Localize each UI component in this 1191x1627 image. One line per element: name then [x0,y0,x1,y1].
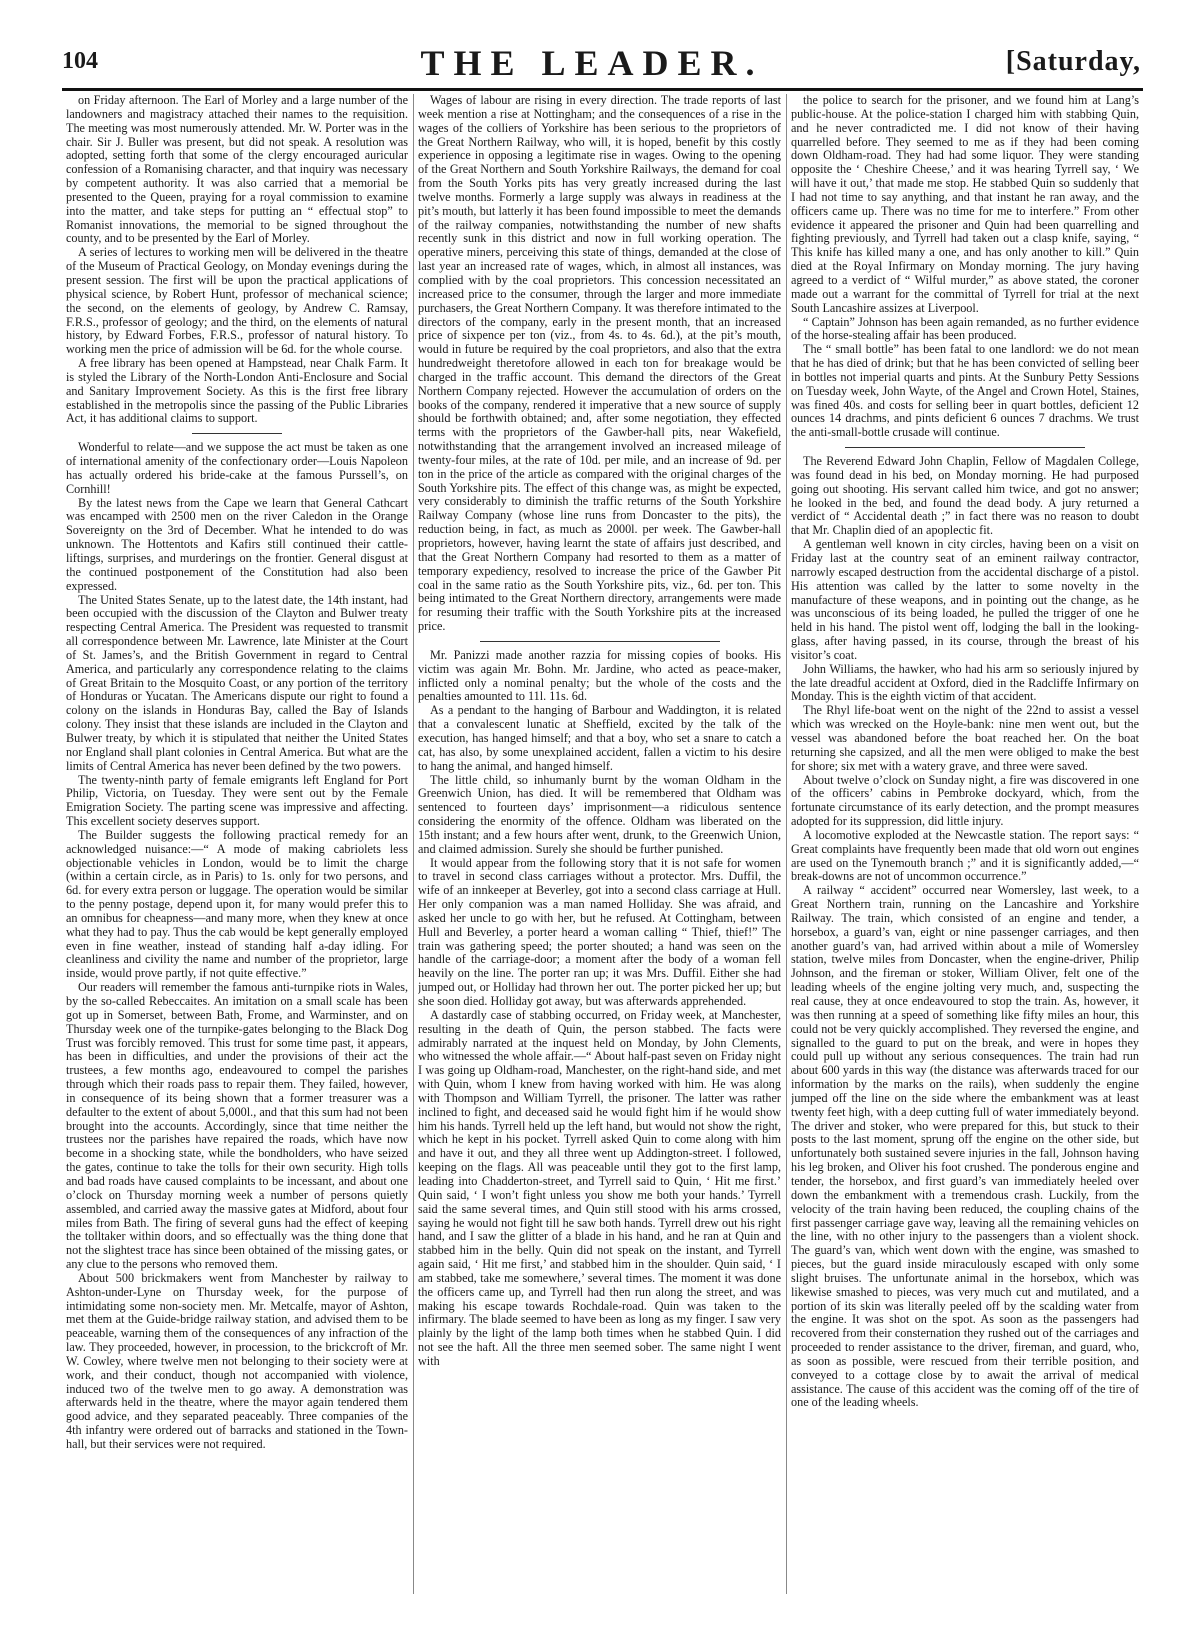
article-paragraph: A railway “ accident” occurred near Womersley, last week, to a Great Northern train, running on the Lancashire and Yorkshire Railway. The train, which consisted of an engine and tender, a horsebox, a guard’s van, eight or nine passenger carriages, and then another guard’s van, had arrived within about a mile of Womersley station, twelve miles from Doncaster, when the engine-driver, Philip Johnson, and the fireman or stoker, William Oliver, felt one of the leading wheels of the engine jolting very much, and, suspecting the real cause, they at once endeavoured to stop the train. As, however, it was then running at a speed of something like fifty miles an hour, this could not be very quickly accomplished. They reversed the engine, and signalled to the guard to put on the break, and were in hopes they could pull up without any serious consequences. The train had run about 600 yards in this way (the distance was afterwards traced for our information by the marks on the rails), when suddenly the engine jumped off the line on the side where the embankment was at least twenty feet high, with a deep cutting full of water immediately beyond. The driver and stoker, who were prepared for this, but stuck to their posts to the last moment, sprung off the engine on the other side, but unfortunately both sustained severe injuries in the fall, Johnson having his leg broken, and Oliver his foot crushed. The ponderous engine and tender, the horsebox, and first guard’s van immediately heeled over down the embankment with a tremendous crash. Luckily, from the velocity of the train having been reduced, the coupling chains of the first passenger carriage gave way, leaving all the remaining vehicles on the line, with no other injury to the passengers than a violent shock. The guard’s van, which went down with the engine, was smashed to pieces, but the guard inside miraculously escaped with only some slight bruises. The unfortunate animal in the horsebox, which was likewise smashed to pieces, was very much cut and mutilated, and a portion of its skin was literally peeled off by the scalding water from the engine. It was shot on the spot. As soon as the passengers had recovered from their consternation they rushed out of the carriages and proceeded to render assistance to the driver, fireman, and guard, who, as soon as possible, were rescued from their terrible position, and conveyed to a cottage close by to await the arrival of medical assistance. The cause of this accident was the coming off of the tire of one of the leading wheels. [791,883,1139,1410]
article-paragraph: A gentleman well known in city circles, having been on a visit on Friday last at the country seat of an eminent railway contractor, narrowly escaped destruction from the accidental discharge of a pistol. His attention was called by the latter to some novelty in the manufacture of these weapons, and in pointing out the change, as he was unconscious of its being loaded, he pulled the trigger of one he held in his hand. The pistol went off, lodging the ball in the looking-glass, after having passed, in its course, through the breast of his visitor’s coat. [791,537,1139,662]
article-paragraph: A locomotive exploded at the Newcastle station. The report says: “ Great complaints have frequently been made that old worn out engines are used on the Tynemouth branch ;” and it is significantly added,—“ break-downs are not of uncommon occurrence.” [791,827,1139,884]
article-paragraph: “ Captain” Johnson has been again remanded, as no further evidence of the horse-stealing affair has been produced. [791,314,1139,343]
article-paragraph: A series of lectures to working men will be delivered in the theatre of the Museum of Practical Geology, on Monday evenings during the present session. The first will be upon the practical applications of physical science, by Robert Hunt, professor of mechanical science; the second, on the elements of geology, by Andrew C. Ramsay, F.R.S., professor of geology; and the third, on the elements of natural history, by Edward Forbes, F.R.S., professor of natural history. To working men the price of admission will be 6d. for the whole course. [66,245,408,357]
article-divider [480,641,720,642]
article-paragraph: Wages of labour are rising in every direction. The trade reports of last week mention a rise at Nottingham; and the consequences of a rise in the wages of the colliers of Yorkshire has been serious to the proprietors of the Great Northern Railway, who will, it is hoped, benefit by this costly experience in opposing a legitimate rise in wages. Owing to the opening of the Great Northern and South Yorkshire Railways, the demand for coal from the South Yorks pits has very greatly increased during the last twelve months. Formerly a large supply was always in readiness at the pit’s mouth, but latterly it has been found impossible to meet the demands of the railway companies, notwithstanding the number of new shafts recently sunk in this district and now in full working operation. The operative miners, perceiving this state of things, demanded at the close of last year an increased rate of wages, which, in almost all instances, was complied with by the coal proprietors. This concession necessitated an increased price to the consumer, through the larger and more immediate purchasers, the Great Northern Company. It was therefore intimated to the directors of the company, early in the present month, that an increased price of sixpence per ton (viz., from 4s. to 4s. 6d.), at the pit’s mouth, would in future be required by the coal proprietors, and also that the extra hundredweight theretofore allowed in each ton for breakage would be charged in the traffic account. This demand the directors of the Great Northern Company rejected. However the accumulation of orders on the books of the company, rendered it imperative that a new source of supply should be forthwith obtained; and, after some negotiation, they effected terms with the proprietors of the Gawber-hall pits, near Wakefield, notwithstanding that the arrangement involved an increased mileage of twenty-four miles, at the rate of 10d. per mile, and an increase of 9d. per ton in the price of the article as compared with the original charges of the South Yorkshire pits. The effect of this change was, as might be expected, very considerably to diminish the traffic returns of the South Yorkshire Railway Company (whose line runs from Doncaster to the pits), the reduction being, in fact, as much as 2000l. per week. The Gawber-hall proprietors, however, having learnt the state of affairs just described, and that the Great Northern Company had resorted to them as a matter of temporary expediency, resolved to increase the price of the Gawber Pit coal in the same ratio as the South Yorkshire pits, viz., 6d. per ton. This being intimated to the Great Northern directory, arrangements were made for resuming their traffic with the South Yorkshire pits at the increased price. [418,94,781,634]
article-divider [192,433,282,434]
article-paragraph: Our readers will remember the famous anti-turnpike riots in Wales, by the so-called Rebeccaites. An imitation on a small scale has been got up in Somerset, between Bath, Frome, and Warminster, and on Thursday week one of the turnpike-gates belonging to the Black Dog Trust was forcibly removed. This trust for some time past, it appears, has been in difficulties, and under the provisions of their act the trustees, a few months ago, endeavoured to compel the parishes through which their roads pass to repair them. They failed, however, in consequence of its being shown that a former treasurer was a defaulter to the extent of about 5,000l., and that this sum had not been brought into the accounts. Accordingly, since that time neither the trustees nor the parishes have repaired the roads, which have now become in a shocking state, while the bondholders, who have seized the gates, continue to take the tolls for their own security. High tolls and bad roads have caused complaints to be incessant, and about one o’clock on Thursday morning week a number of persons quietly assembled, and carried away the massive gates at Midford, about four miles from Bath. The firing of several guns had the effect of keeping the tolltaker within doors, and so effectually was the thing done that not the slightest trace has since been obtained of the missing gates, or any clue to the persons who removed them. [66,980,408,1272]
article-paragraph: The Rhyl life-boat went on the night of the 22nd to assist a vessel which was wrecked on the Hoyle-bank: nine men went out, but the vessel was abandoned before the boat reached her. On the boat returning she capsized, and all the men were obliged to make the best for shore; six met with a watery grave, and three were saved. [791,703,1139,773]
article-paragraph: The United States Senate, up to the latest date, the 14th instant, had been occupied with the discussion of the Clayton and Bulwer treaty respecting Central America. The President was requested to transmit all correspondence between Mr. Lawrence, late Minister at the Court of St. James’s, and the British Government in regard to Central America, and particularly any correspondence relating to the claims of Great Britain to the Mosquito Coast, or any portion of the territory of Honduras or Yucatan. The Americans dispute our right to found a colony on the islands in Honduras Bay, called the Bay of Islands colony. They insist that these islands are included in the Clayton and Bulwer treaty, by which it is stipulated that neither the United States nor England shall plant colonies in Central America. But what are the limits of Central America has never been defined by the two powers. [66,592,408,773]
article-paragraph: A free library has been opened at Hampstead, near Chalk Farm. It is styled the Library of the North-London Anti-Enclosure and Social and Sanitary Improvement Society. As this is the first free library established in the metropolis since the passing of the Public Libraries Act, it has additional claims to support. [66,356,408,426]
article-paragraph: As a pendant to the hanging of Barbour and Waddington, it is related that a convalescent lunatic at Sheffield, excited by the talk of the execution, has hanged himself; and that a boy, who set a snare to catch a cat, has also, by some unexplained accident, fallen a victim to his desire to hang the animal, and hanged himself. [418,703,781,773]
column-2 [418,94,781,1594]
column-separator [786,94,787,1594]
column-separator [413,94,414,1594]
article-paragraph: The “ small bottle” has been fatal to one landlord: we do not mean that he has died of drink; but that he has been convicted of selling beer in bottles not imperial quarts and pints. At the Sunbury Petty Sessions on Tuesday week, John Wayte, of the Angel and Crown Hotel, Staines, was fined 40s. and costs for selling beer in quart bottles, deficient 12 ounces 14 drachms, and pints deficient 6 ounces 7 drachms. We trust the anti-small-bottle crusade will continue. [791,342,1139,440]
article-paragraph: Mr. Panizzi made another razzia for missing copies of books. His victim was again Mr. Bohn. Mr. Jardine, who acted as peace-maker, inflicted only a nominal penalty; but the whole of the costs and the penalties amounted to 11l. 11s. 6d. [418,647,781,704]
article-paragraph: About 500 brickmakers went from Manchester by railway to Ashton-under-Lyne on Thursday week, for the purpose of intimidating some non-society men. Mr. Metcalfe, mayor of Ashton, met them at the Guide-bridge railway station, and advised them to be peaceable, warning them of the consequences of any infraction of the law. They proceeded, however, in procession, to the brickcroft of Mr. W. Cowley, where twelve men not belonging to their society were at work, and their conduct, though not accompanied with violence, induced two of the twelve men to go away. A demonstration was afterwards held in the theatre, where the mayor again tendered them good advice, and they separated peaceably. Three companies of the 4th infantry were ordered out of barracks and stationed in the Town-hall, but their services were not required. [66,1270,408,1451]
article-paragraph: the police to search for the prisoner, and we found him at Lang’s public-house. At the police-station I charged him with stabbing Quin, and he never contradicted me. I did not know of their having quarrelled before. They seemed to me as if they had been coming down Oldham-road. They had had some liquor. They were standing opposite the ‘ Cheshire Cheese,’ and it was hearing Tyrrell say, ‘ We will have it out,’ that made me stop. He stabbed Quin so suddenly that I had not time to say anything, and that instant he ran away, and the officers came up. There was no time for me to interfere.” From other evidence it appeared the prisoner and Quin had been quarrelling and fighting previously, and Tyrrell had taken out a clasp knife, saying, “ This knife has killed many a one, and has only another to kill.” Quin died at the Royal Infirmary on Monday morning. The jury having agreed to a verdict of “ Wilful murder,” as above stated, the coroner made out a warrant for the committal of Tyrrell for trial at the next South Lancashire assizes at Liverpool. [791,94,1139,315]
header-rule [62,88,1143,91]
column-1 [66,94,408,1594]
article-paragraph: By the latest news from the Cape we learn that General Cathcart was encamped with 2500 men on the river Caledon in the Orange Sovereignty on the 3rd of December. What he intended to do was unknown. The Hottentots and Kafirs still continued their cattle-liftings, surprises, and murderings on the frontier. General disgust at the continued postponement of the Constitution had also been expressed. [66,495,408,593]
article-paragraph: John Williams, the hawker, who had his arm so seriously injured by the late dreadful accident at Oxford, died in the Radcliffe Infirmary on Monday. This is the eighth victim of that accident. [791,661,1139,704]
header-day: [Saturday, [1005,46,1141,77]
article-paragraph: The little child, so inhumanly burnt by the woman Oldham in the Greenwich Union, has died. It will be remembered that Oldham was sentenced to fourteen days’ imprisonment—a ridiculous sentence considering the enormity of the offence. Oldham was liberated on the 15th instant; and a few hours after went, drunk, to the Greenwich Union, and claimed admission. Surely she should be further punished. [418,772,781,856]
article-paragraph: About twelve o’clock on Sunday night, a fire was discovered in one of the officers’ cabins in Pembroke dockyard, which, from the fortunate circumstance of its early detection, and the prompt measures adopted for its suppression, did little injury. [791,772,1139,829]
article-paragraph: The Builder suggests the following practical remedy for an acknowledged nuisance:—“ A mode of making cabriolets less objectionable vehicles in London, would be to limit the charge (within a certain circle, as in Paris) to 1s. only for two persons, and 6d. for every extra person or luggage. The operation would be similar to the penny postage, depend upon it, for many would prefer this to an omnibus for cheapness—and many more, when they knew at once what they had to pay. Thus the cab would be kept generally employed even in fine weather, instead of standing half a-day idling. For cleanliness and civility the name and number of the proprietor, large inside, would prove partly, if not quite effective.” [66,827,408,981]
article-divider [845,447,1085,448]
page-header [62,42,1141,84]
article-paragraph: The Reverend Edward John Chaplin, Fellow of Magdalen College, was found dead in his bed, on Monday morning. He had purposed going out shooting. His servant called him twice, and got no answer; he looked in the bed, and found the dead body. A jury returned a verdict of “ Accidental death ;” in fact there was no reason to doubt that Mr. Chaplin died of an apoplectic fit. [791,454,1139,538]
page-number: 104 [62,48,98,74]
article-paragraph: Wonderful to relate—and we suppose the act must be taken as one of international amenity of the confectionary order—Louis Napoleon has actually ordered his bride-cake at the famous Purssell’s, on Cornhill! [66,440,408,496]
article-paragraph: The twenty-ninth party of female emigrants left England for Port Philip, Victoria, on Tuesday. They were sent out by the Female Emigration Society. The parting scene was impressive and affecting. This excellent society deserves support. [66,772,408,829]
column-3 [791,94,1139,1594]
masthead-title: THE LEADER. [420,43,764,83]
article-paragraph: on Friday afternoon. The Earl of Morley and a large number of the landowners and magistracy attached their names to the requisition. The meeting was most numerously attended. Mr. W. Porter was in the chair. Sir J. Buller was present, but did not speak. A resolution was adopted, setting forth that some of the clergy encouraged auricular confession of a Romanising character, and that inquiry was necessary by competent authority. It was also carried that a memorial be presented to the Queen, praying for a royal commission to examine into the matter, and take steps for putting an “ effectual stop” to Romanist innovations, the memorial to be signed throughout the county, and to be presented by the Earl of Morley. [66,94,408,246]
article-paragraph: A dastardly case of stabbing occurred, on Friday week, at Manchester, resulting in the death of Quin, the person stabbed. The facts were admirably narrated at the inquest held on Monday, by John Clements, who witnessed the whole affair.—“ About half-past seven on Friday night I was going up Oldham-road, Manchester, on the right-hand side, and met with Quin, whom I knew from having worked with him. He was along with Thompson and William Tyrrell, the prisoner. The latter was rather inclined to fight, and deceased said he would fight him if he would show him his hands. Tyrrell held up the left hand, but would not show the right, which he kept in his pocket. Tyrrell asked Quin to come along with him and have it out, and they all three went up Addington-street. I followed, keeping on the flags. All was peaceable until they got to the first lamp, leading into Chadderton-street, and Tyrrell said to Quin, ‘ Hit me first.’ Quin said, ‘ I won’t fight unless you show me both your hands.’ Tyrrell said the same several times, and Quin still stood with his arms crossed, saying he would not fight till he saw both hands. Tyrrell drew out his right hand, and I saw the glitter of a blade in his hand, and he ran at Quin and stabbed him in the belly. Quin did not speak on the instant, and Tyrrell again said, ‘ Hit me first,’ and stabbed him in the shoulder. Quin said, ‘ I am stabbed, take me somewhere,’ several times. The moment it was done the officers came up, and Tyrrell had then run along the street, and was making his escape towards Rochdale-road. Quin was taken to the infirmary. The blade seemed to have been as long as my finger. I saw very plainly by the light of the lamp both times when he stabbed Quin. I did not see the haft. All the three men seemed sober. The same night I went with [418,1007,781,1368]
article-paragraph: It would appear from the following story that it is not safe for women to travel in second class carriages without a protector. Mrs. Duffil, the wife of an innkeeper at Beverley, got into a second class carriage at Hull. Her only companion was a man named Holliday. She was afraid, and asked her uncle to go with her, but he refused. At Cottingham, between Hull and Beverley, a porter heard a woman calling “ Thief, thief!” The train was gathering speed; the porter shouted; a hand was seen on the handle of the carriage-door; a moment after the body of a woman fell heavily on the line. The porter ran up; it was Mrs. Duffil. Either she had jumped out, or Holliday had thrown her out. The porter picked her up; but she soon died. Holliday got away, but was afterwards apprehended. [418,855,781,1008]
